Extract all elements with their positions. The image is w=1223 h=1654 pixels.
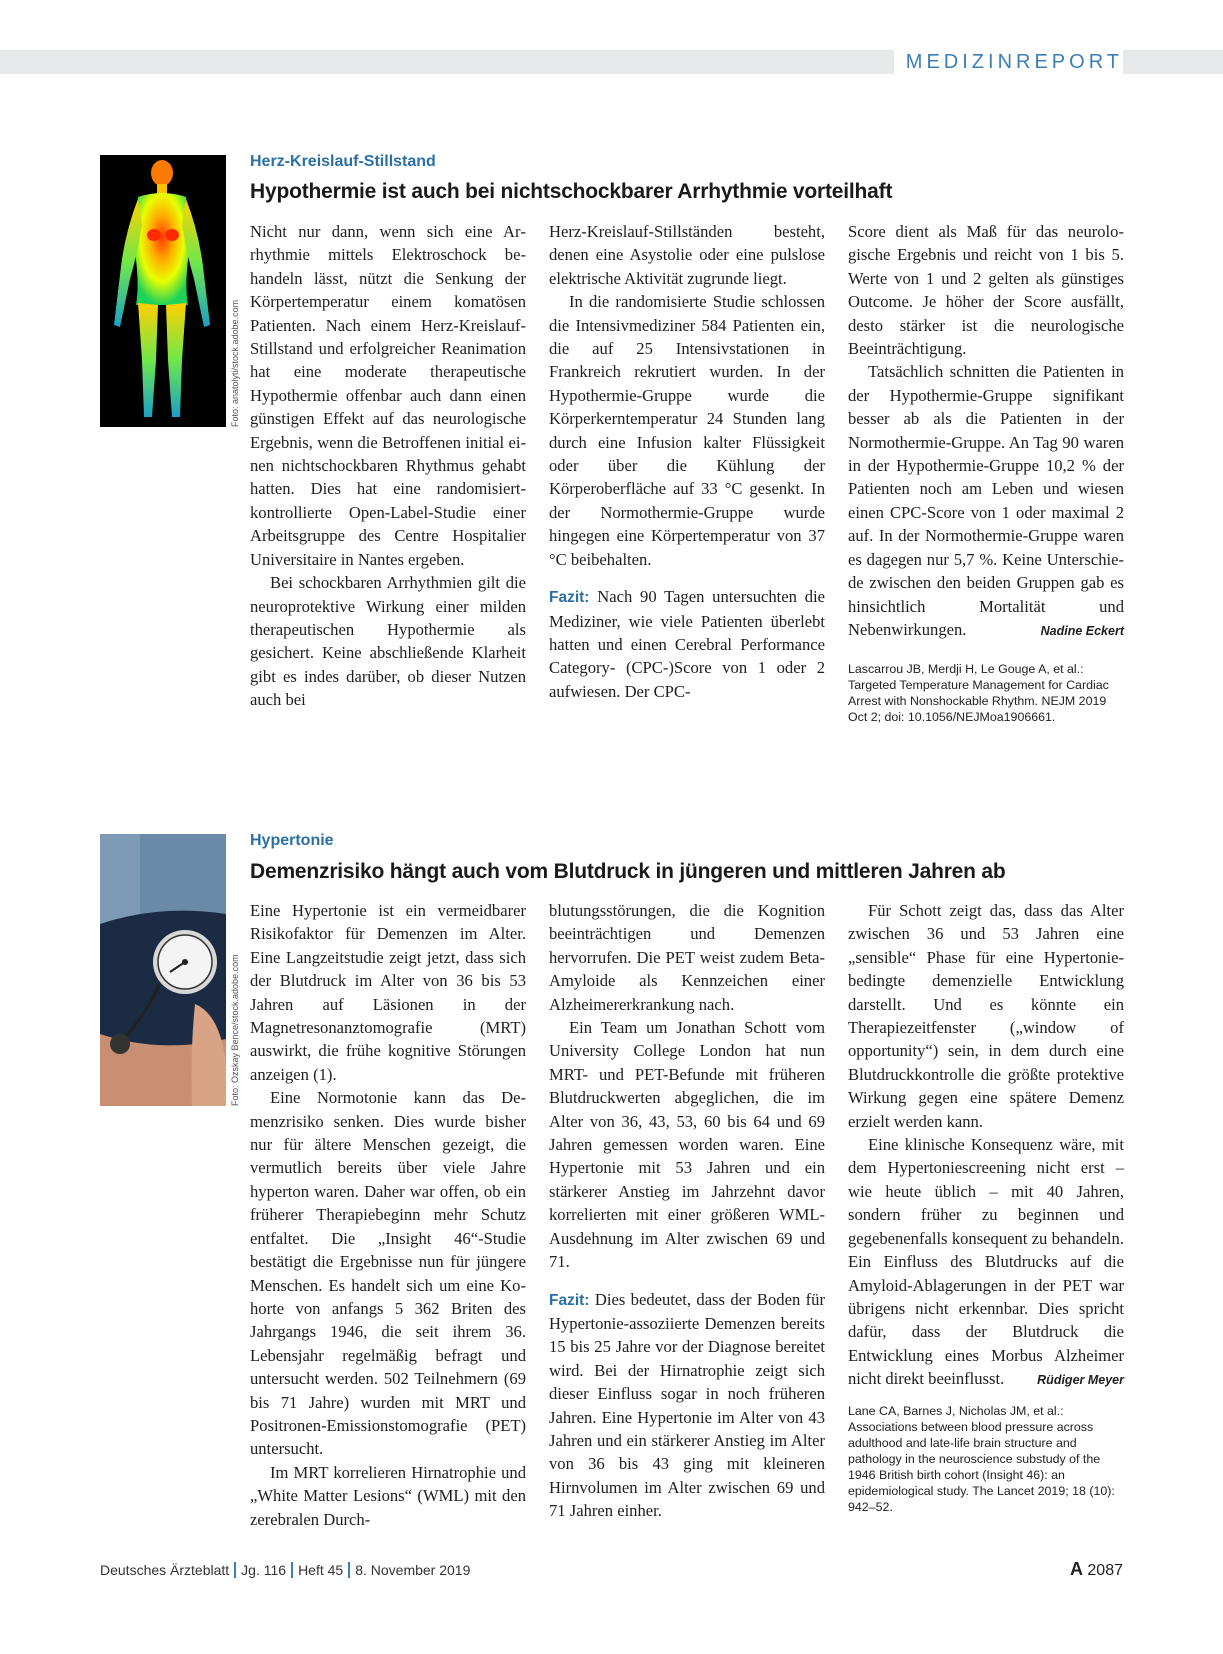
author-name: Nadine Eckert (1040, 623, 1124, 638)
fazit-label: Fazit: (549, 589, 590, 607)
paragraph: Nicht nur dann, wenn sich eine Arrhythmie mittels Elektroschock behandeln lässt, nützt die Senkung der Körpertemperatur einem komatösen Patienten. Nach einem Herz-Kreislauf-Stillstand und erfolgreicher Reanimation hat eine moderate therapeutische Hypothermie offenbar auch dann einen günstigen Effekt auf das neurologische Ergebnis, wenn die Betroffenen initial einen nichtschockbaren Rhythmus gehabt hatten. Dies hat eine randomisiert-kontrollierte Open-Label-Studie einer Arbeitsgruppe des Centre Hospitalier Universitaire in Nantes ergeben. (250, 222, 526, 569)
fazit-label: Fazit: (549, 1291, 590, 1309)
article-kicker: Herz-Kreislauf-Stillstand (250, 153, 436, 170)
reference: Lane CA, Barnes J, Nicholas JM, et al.: Associations between blood pressure across adulthood and late-life brain structure and pathology in the neuroscience substudy of the 1946 British birth cohort (Insight 46): an epidemiological study. The Lancet 2019; 18 (10): 942–52. (848, 1403, 1115, 1514)
fazit-text: Dies bedeutet, dass der Boden für Hypertonie-assoziierte Demenzen bereits 15 bis 25 Jahre vor der Diagnose bereitet wird. Bei der Hirnatrophie zeigt sich dieser Einfluss sogar in noch früheren Jahren. Eine Hypertonie im Alter von 43 Jahren und ein stärkerer Anstieg im Alter von 36 bis 43 ging mit kleineren Hirnvolumen im Alter zwischen 69 und 71 Jahren einher. (549, 1289, 825, 1521)
paragraph: Eine Hypertonie ist ein vermeidbarer Risikofaktor für Demenzen im Alter. Eine Langzeitstudie zeigt jetzt, dass sich der Blutdruck im Alter von 36 bis 53 Jahren auf Läsionen in der Magnetresonanztomografie (MRT) auswirkt, die frühe kognitive Störungen anzeigen (1). (250, 901, 526, 1084)
paragraph (848, 1133, 1124, 1390)
photo-credit: Foto: anatolyti/stock.adobe.com (230, 299, 240, 427)
paragraph: In die randomisierte Studie schlossen die Intensivmediziner 584 Patienten ein, die auf 25 Intensivstationen in Frankreich rekrutiert wurden. In der Hypothermie-Gruppe wurde die Körperkerntemperatur 24 Stunden lang durch eine Infusion kalter Flüssigkeit oder über die Kühlung der Körperoberfläche auf 33 °C gesenkt. In der Normothermie-Gruppe wurde hingegen eine Körpertemperatur von 37 °C beibehalten. (549, 292, 825, 569)
photo-credit: Foto: Ozskay Bence/stock.adobe.com (230, 954, 240, 1106)
page-number (1070, 1555, 1123, 1583)
article-column-3 (848, 899, 1124, 1515)
paragraph: blutungsstörungen, die die Kognition beeinträchtigen und Demenzen hervorrufen. Die PET weist zudem Beta-Amyloide als Kennzeichen einer Alzheimererkrankung nach. (549, 901, 825, 1014)
page-prefix: A (1069, 1559, 1083, 1579)
article-headline: Demenzrisiko hängt auch vom Blutdruck in jüngeren und mittleren Jahren ab (250, 860, 1006, 883)
paragraph (848, 360, 1124, 641)
footer (100, 1558, 470, 1582)
paragraph: Bei schockbaren Arrhythmien gilt die neuroprotektive Wirkung einer milden therapeutischen Hypothermie als gesichert. Keine abschließende Klarheit gibt es indes darüber, ob dieser Nutzen auch bei (250, 573, 526, 710)
article-column-1 (250, 220, 526, 712)
paragraph: Herz-Kreislauf-Stillständen besteht, denen eine Asystolie oder eine pulslose elektrische Aktivität zugrunde liegt. (549, 222, 825, 288)
paragraph: Im MRT korrelieren Hirnatrophie und „White Matter Lesions“ (WML) mit den zerebralen Durch- (250, 1462, 526, 1529)
paragraph: Ein Team um Jonathan Schott vom University College London hat nun MRT- und PET-Befunde mit früheren Blutdruckwerten abgeglichen, die im Alter von 36, 43, 53, 60 bis 64 und 69 Jahren gemessen worden waren. Eine Hypertonie mit 53 Jahren und ein stärkerer Anstieg im Jahrzehnt davor korrelierten mit einer größeren WML-Ausdehnung im Alter zwischen 69 und 71. (549, 1018, 825, 1272)
fazit-paragraph (549, 1288, 825, 1523)
paragraph: Für Schott zeigt das, dass das Alter zwischen 36 und 53 Jahren eine „sensible“ Phase für eine Hypertonie-bedingte demenzielle Entwicklung darstellt. Und es könnte ein Therapiezeitfenster („window of opportunity“) sein, in dem durch eine Blutdruckkontrolle die größte protektive Wirkung gegen eine spätere Demenz erzielt werden kann. (848, 901, 1124, 1131)
author-name: Rüdiger Meyer (1037, 1373, 1124, 1388)
footer-separator (291, 1562, 293, 1578)
paragraph: Eine Normotonie kann das Demenzrisiko senken. Dies wurde bisher nur für ältere Menschen gezeigt, die vermutlich bereits über viele Jahre hyperton waren. Daher war offen, ob ein früherer Therapiebeginn mehr Schutz entfaltet. Die „Insight 46“-Studie bestätigt die Ergebnisse nun für jüngere Menschen. Es handelt sich um eine Kohorte von anfangs 5 362 Briten des Jahrgangs 1946, die seit ihrem 36. Lebensjahr regelmäßig befragt und untersucht werden. 502 Teilnehmern (69 bis 71 Jahre) wurden mit MRT und Positronen-Emissionstomografie (PET) untersucht. (250, 1088, 526, 1459)
paragraph-text: Eine klinische Konsequenz wäre, mit dem Hypertoniescreening nicht erst – wie heute üblich – mit 40 Jahren, sondern früher zu beginnen und gegebenenfalls konsequent zu behandeln. Ein Einfluss des Blutdrucks auf die Amyloid-Ablagerungen in der PET war übrigens nicht erkennbar. Dies spricht dafür, dass der Blutdruck die Entwicklung eines Morbus Alzheimer nicht direkt beeinflusst. (848, 1135, 1124, 1389)
footer-separator (348, 1562, 350, 1578)
blood-pressure-image (100, 834, 226, 1106)
article-column-2 (549, 899, 825, 1523)
paragraph-text: Tatsächlich schnitten die Patienten in der Hypothermie-Gruppe signifikant besser ab als die Patienten in der Normothermie-Gruppe. An Tag 90 waren in der Hypothermie-Gruppe 10,2 % der Patienten noch am Leben und wiesen einen CPC-Score von 1 oder maximal 2 auf. In der Normothermie-Gruppe waren es dagegen nur 5,7 %. Keine Unterschiede zwischen den beiden Gruppen gab es hinsichtlich Mortalität und Nebenwirkungen. (848, 362, 1124, 639)
article-column-2 (549, 220, 825, 703)
journal-name: Deutsches Ärzteblatt (100, 1562, 230, 1578)
article-column-1 (250, 899, 526, 1531)
article-headline: Hypothermie ist auch bei nichtschockbarer Arrhythmie vorteilhaft (250, 180, 893, 203)
paragraph: Score dient als Maß für das neurologische Ergebnis und reicht von 1 bis 5. Werte von 1 und 2 gelten als günstiges Outcome. Je höher der Score ausfällt, desto stärker ist die neurologische Beeinträchtigung. (848, 222, 1124, 359)
fazit-text: Nach 90 Tagen untersuchten die Mediziner, wie viele Patienten überlebt hatten und einen Cerebral Performance Category- (CPC-)Score von 1 oder 2 aufwiesen. Der CPC- (549, 587, 825, 701)
fazit-paragraph (549, 585, 825, 703)
reference: Lascarrou JB, Merdji H, Le Gouge A, et al.: Targeted Temperature Management for Cardiac Arrest with Nonshockable Rhythm. NEJM 2019 Oct 2; doi: 10.1056/NEJMoa1906661. (848, 662, 1109, 725)
section-label: MEDIZINREPORT (894, 50, 1123, 74)
page-number-value: 2087 (1087, 1562, 1123, 1579)
article-kicker: Hypertonie (250, 832, 334, 849)
journal-volume: Jg. 116 (241, 1562, 287, 1578)
footer-separator (234, 1562, 236, 1578)
journal-issue: Heft 45 (298, 1562, 344, 1578)
journal-date: 8. November 2019 (355, 1562, 471, 1578)
thermal-body-image (100, 155, 226, 427)
article-column-3 (848, 220, 1124, 725)
